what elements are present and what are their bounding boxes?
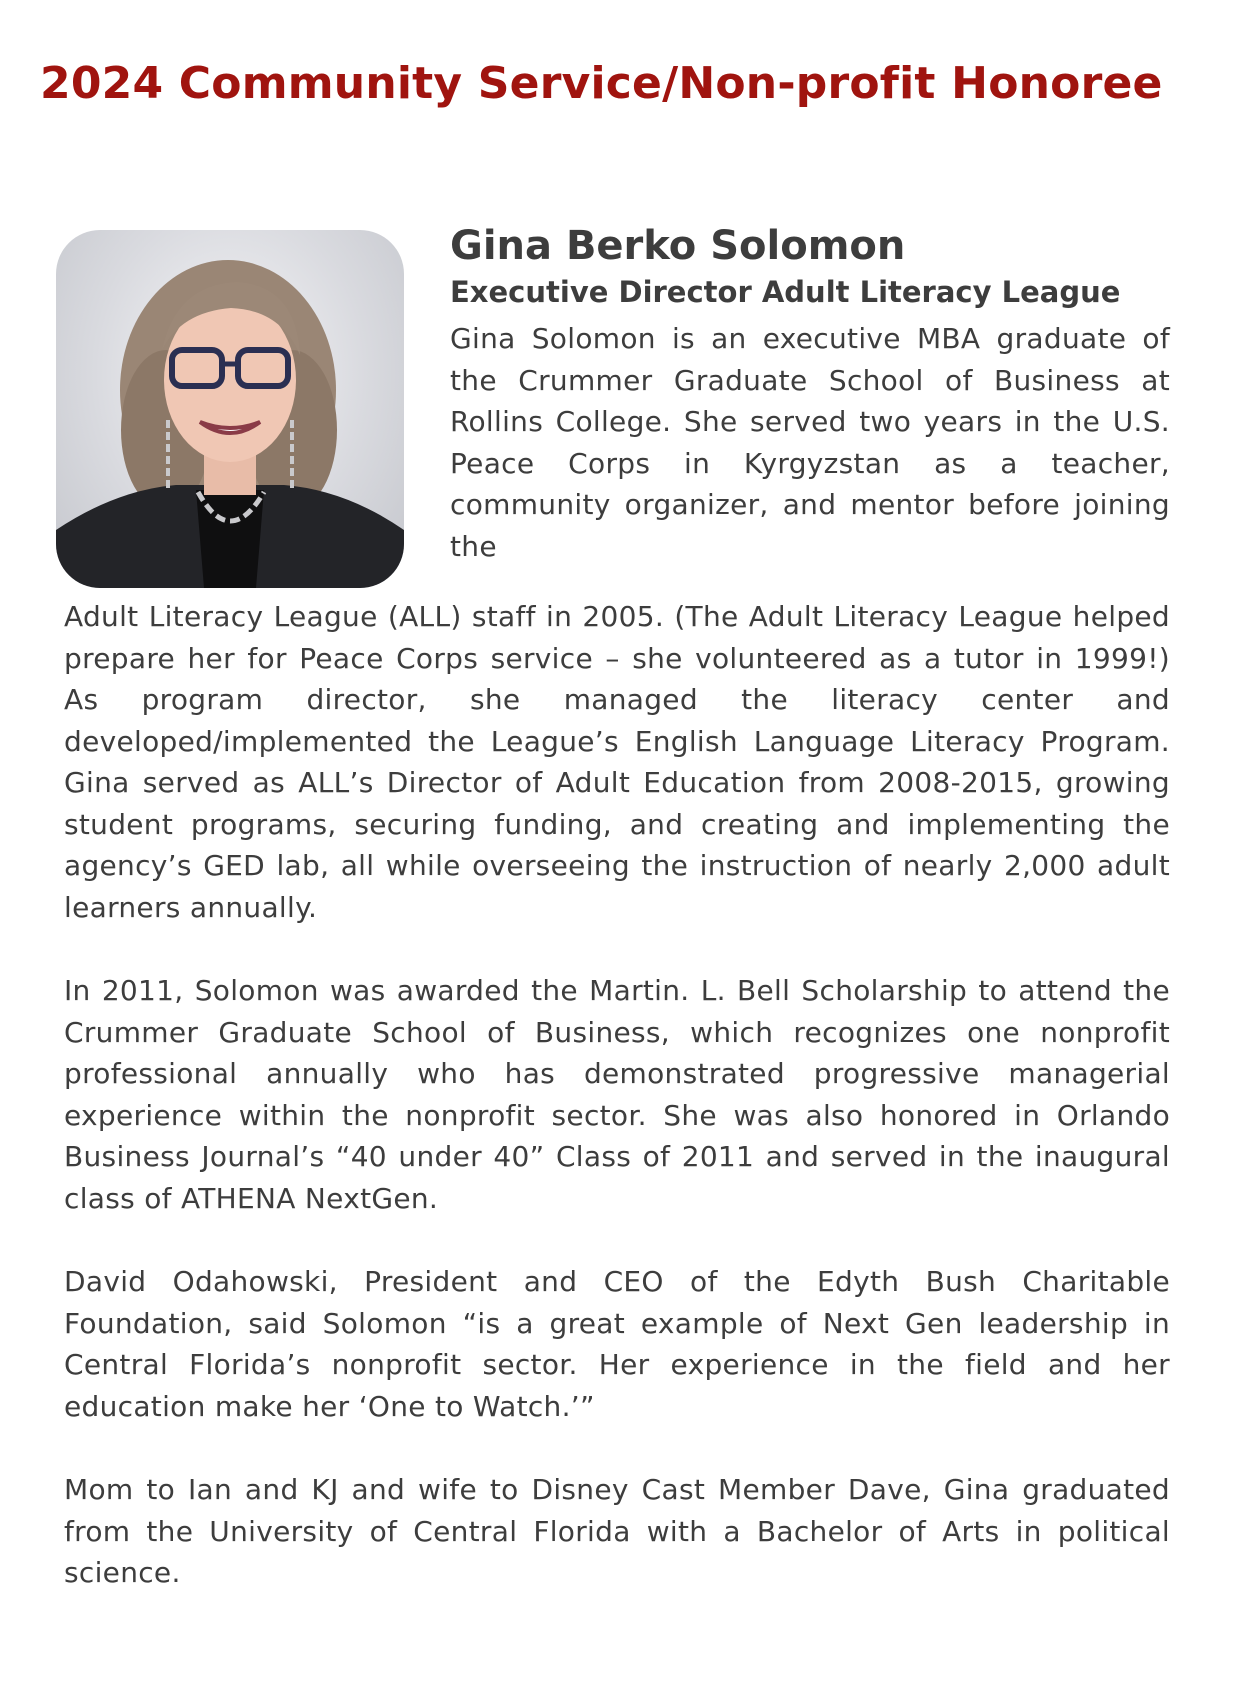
bio-paragraph-personal: Mom to Ian and KJ and wife to Disney Cast Member Dave, Gina graduated from the University of Central Florida with a Bachelor of Arts in political science. bbox=[64, 1473, 1170, 1589]
honoree-name: Gina Berko Solomon bbox=[450, 223, 906, 269]
honoree-photo bbox=[56, 230, 404, 588]
honoree-role: Executive Director Adult Literacy League bbox=[450, 275, 1121, 309]
page-title: 2024 Community Service/Non-profit Honoree bbox=[40, 58, 1163, 109]
bio-paragraph-awards: In 2011, Solomon was awarded the Martin. L. Bell Scholarship to attend the Crummer Graduate School of Business, which recognizes one nonprofit professional annually who has demonstrated progressive managerial experience within the nonprofit sector. She was also honored in Orlando Business Journal’s “40 under 40” Class of 2011 and served in the inaugural class of ATHENA NextGen. bbox=[64, 974, 1170, 1215]
portrait-illustration bbox=[56, 230, 404, 588]
honoree-header bbox=[450, 220, 1170, 567]
bio-body bbox=[64, 596, 1170, 1636]
bio-paragraph-quote: David Odahowski, President and CEO of the Edyth Bush Charitable Foundation, said Solomon “is a great example of Next Gen leadership in Central Florida’s nonprofit sector. Her experience in the field and her education make her ‘One to Watch.’” bbox=[64, 1265, 1170, 1423]
bio-paragraph-career: Adult Literacy League (ALL) staff in 2005. (The Adult Literacy League helped prepare her for Peace Corps service – she volunteered as a tutor in 1999!) As program director, she managed the literacy center and developed/implemented the League’s English Language Literacy Program. Gina served as ALL’s Director of Adult Education from 2008-2015, growing student programs, securing funding, and creating and implementing the agency’s GED lab, all while overseeing the instruction of nearly 2,000 adult learners annually. bbox=[64, 600, 1170, 924]
bio-intro: Gina Solomon is an executive MBA graduate of the Crummer Graduate School of Business at Rollins College. She served two years in the U.S. Peace Corps in Kyrgyzstan as a teacher, community organizer, and mentor before joining the bbox=[450, 322, 1170, 563]
